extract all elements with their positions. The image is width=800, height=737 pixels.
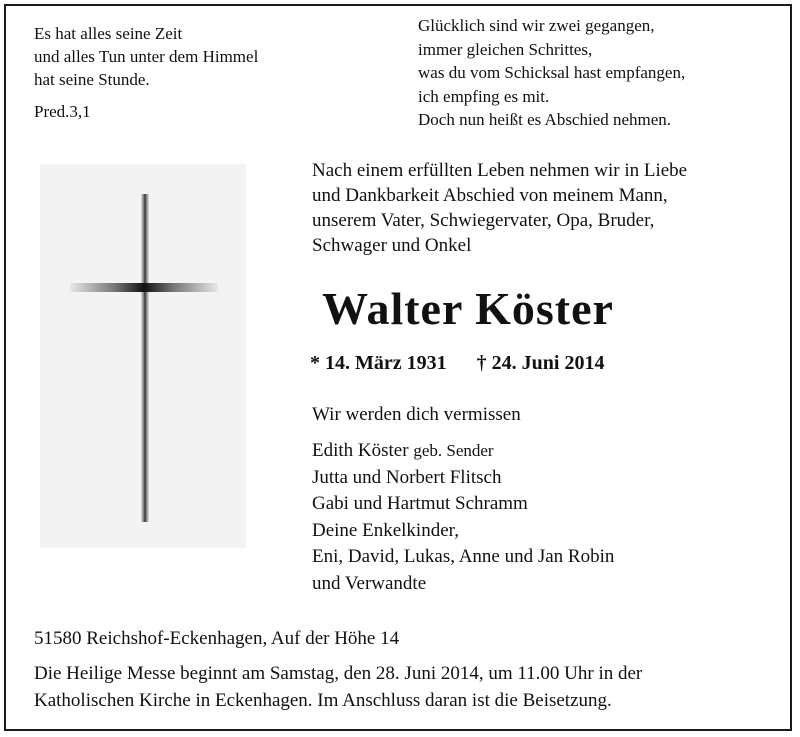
- intro-text: [312, 158, 687, 258]
- notice-line: Die Heilige Messe beginnt am Samstag, den 28. Juni 2014, um 11.00 Uhr in der: [34, 663, 643, 684]
- cross-icon: [40, 164, 246, 548]
- family-member: und Verwandte: [312, 572, 427, 594]
- family-member: Gabi und Hartmut Schramm: [312, 493, 528, 514]
- birth-date: * 14. März 1931: [310, 352, 447, 374]
- family-member: Jutta und Norbert Flitsch: [312, 466, 502, 488]
- address: 51580 Reichshof-Eckenhagen, Auf der Höhe 14: [34, 628, 400, 649]
- notice-line: Katholischen Kirche in Eckenhagen. Im Anschluss daran ist die Beisetzung.: [34, 690, 612, 711]
- intro-line: und Dankbarkeit Abschied von meinem Mann,: [312, 185, 668, 206]
- mourning-line: Wir werden dich vermissen: [312, 404, 521, 425]
- verse-line: und alles Tun unter dem Himmel: [34, 47, 259, 66]
- cross-vertical-beam: [141, 194, 149, 522]
- service-notice: [34, 660, 642, 714]
- poem-line: Glücklich sind wir zwei gegangen,: [418, 16, 655, 35]
- deceased-name: Walter Köster: [322, 283, 614, 334]
- intro-line: unserem Vater, Schwiegervater, Opa, Bruder,: [312, 210, 655, 231]
- poem: [418, 14, 685, 132]
- life-dates: [310, 352, 604, 375]
- verse-source: Pred.3,1: [34, 102, 91, 121]
- poem-line: ich empfing es mit.: [418, 86, 550, 106]
- bible-verse: [34, 22, 258, 123]
- family-member: Eni, David, Lukas, Anne und Jan Robin: [312, 546, 615, 567]
- verse-line: Es hat alles seine Zeit: [34, 24, 183, 43]
- death-date: † 24. Juni 2014: [476, 352, 605, 374]
- family-member: Deine Enkelkinder,: [312, 519, 459, 541]
- cross-horizontal-beam: [70, 283, 218, 292]
- intro-line: Schwager und Onkel: [312, 235, 472, 256]
- poem-line: Doch nun heißt es Abschied nehmen.: [418, 110, 672, 129]
- family-member: [312, 438, 614, 465]
- poem-line: immer gleichen Schrittes,: [418, 39, 593, 59]
- intro-line: Nach einem erfüllten Leben nehmen wir in Liebe: [312, 160, 688, 181]
- poem-line: was du vom Schicksal hast empfangen,: [418, 63, 686, 82]
- family-member-name: Edith Köster: [312, 440, 409, 461]
- family-list: [312, 438, 614, 597]
- verse-line: hat seine Stunde.: [34, 70, 150, 89]
- maiden-name: geb. Sender: [413, 441, 494, 460]
